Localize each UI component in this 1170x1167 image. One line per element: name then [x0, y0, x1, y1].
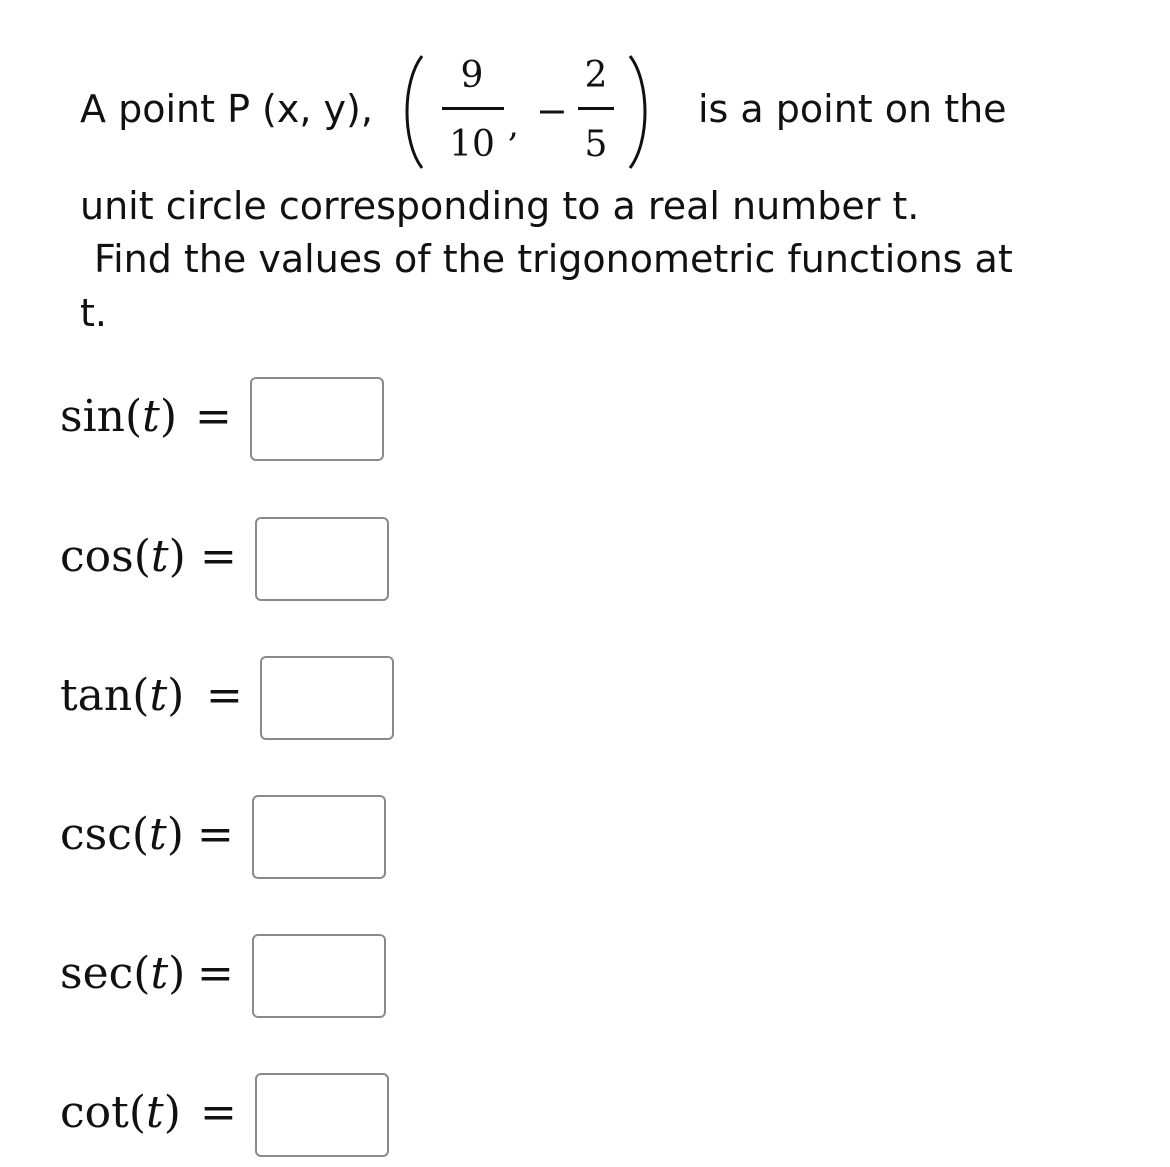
equals-sign: =: [200, 531, 237, 582]
left-paren-icon: [398, 52, 428, 172]
sin-label: sin(t): [60, 391, 178, 442]
csc-label: csc(t): [60, 809, 184, 860]
y-numerator: 2: [584, 55, 608, 96]
prompt-line4: t.: [80, 291, 107, 335]
x-fraction-bar: [442, 107, 504, 110]
equals-sign: =: [197, 948, 234, 999]
cot-answer-input[interactable]: [255, 1073, 389, 1157]
csc-answer-input[interactable]: [252, 795, 386, 879]
x-numerator: 9: [460, 55, 484, 96]
minus-sign: −: [536, 89, 568, 133]
sec-answer-input[interactable]: [252, 934, 386, 1018]
prompt-line2: unit circle corresponding to a real number t.: [80, 184, 920, 228]
cos-label: cos(t): [60, 531, 186, 582]
prompt-line1-end: is a point on the: [698, 87, 1007, 131]
equals-sign: =: [200, 1087, 237, 1138]
equals-sign: =: [197, 809, 234, 860]
equals-sign: =: [206, 670, 243, 721]
right-paren-icon: [624, 52, 654, 172]
y-denominator: 5: [584, 124, 608, 165]
coordinate-comma: ,: [508, 105, 519, 145]
x-denominator: 10: [449, 124, 495, 165]
sec-label: sec(t): [60, 948, 186, 999]
cos-answer-input[interactable]: [255, 517, 389, 601]
tan-label: tan(t): [60, 670, 185, 721]
y-fraction-bar: [578, 107, 614, 110]
prompt-line1-start: A point P (x, y),: [80, 87, 373, 131]
sin-answer-input[interactable]: [250, 377, 384, 461]
prompt-line3: Find the values of the trigonometric functions at: [94, 237, 1013, 281]
equals-sign: =: [195, 391, 232, 442]
tan-answer-input[interactable]: [260, 656, 394, 740]
cot-label: cot(t): [60, 1087, 181, 1138]
